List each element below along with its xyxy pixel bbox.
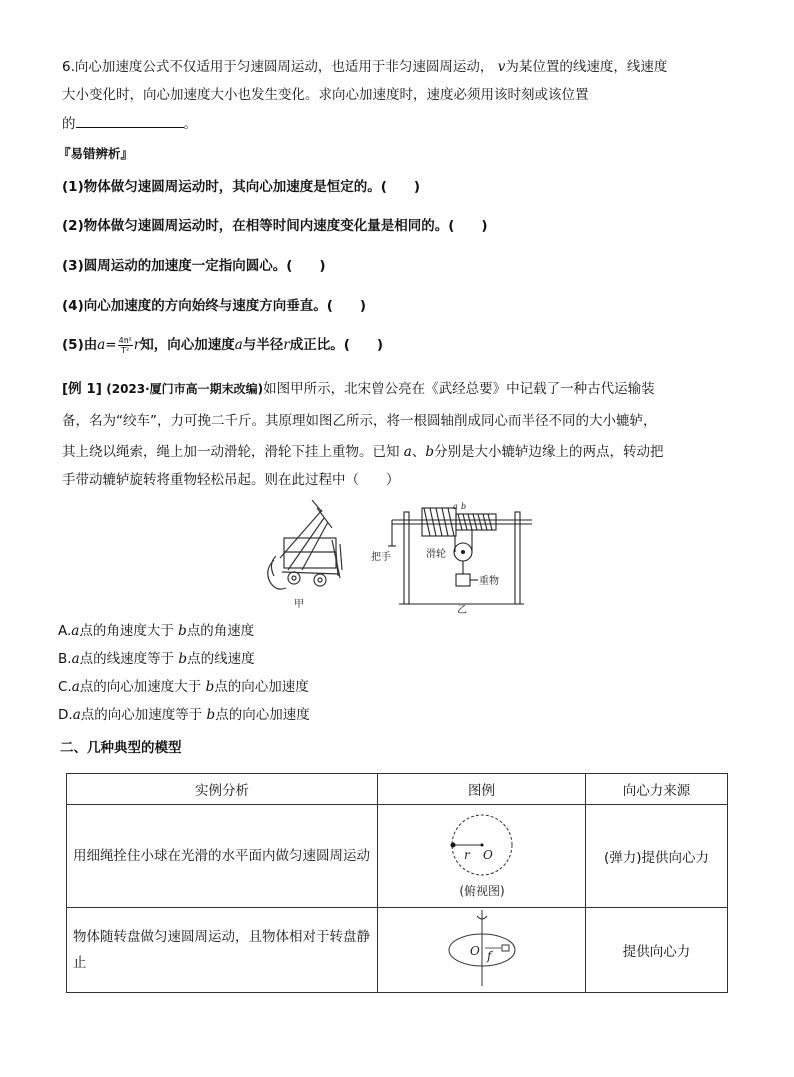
- block-object: [502, 945, 509, 951]
- label-handle: 把手: [371, 552, 391, 563]
- option-point-p: a: [71, 651, 80, 667]
- separator: 、: [411, 444, 426, 460]
- error-item-3: (3)圆周运动的加速度一定指向圆心。( ): [62, 258, 326, 274]
- point6-line1: [62, 57, 667, 77]
- section2-heading: 二、几种典型的模型: [60, 740, 182, 756]
- turntable-o-label: O: [469, 944, 480, 958]
- ball-dot: [450, 842, 455, 847]
- example-line1: [62, 379, 655, 399]
- point6-text: 6.向心加速度公式不仅适用于匀速圆周运动，也适用于非匀速圆周运动，: [62, 59, 494, 75]
- figure-label-jia: 甲: [294, 599, 304, 610]
- label-b: b: [461, 502, 467, 511]
- option-point-q: b: [205, 679, 215, 695]
- fraction-numerator: 4π²: [118, 335, 132, 345]
- ancient-winch-sketch: [268, 500, 342, 589]
- rope-ball-diagram: [437, 807, 527, 902]
- header-analysis: 实例分析: [67, 774, 378, 805]
- option-point-p: a: [72, 707, 81, 723]
- option-text-1: 点的向心加速度大于: [79, 679, 202, 695]
- error-item-4: (4)向心加速度的方向始终与速度方向垂直。( ): [62, 298, 367, 314]
- point-b-symbol: b: [425, 444, 435, 460]
- models-table: [66, 773, 728, 993]
- error-item-5: [62, 335, 383, 355]
- option-letter: C.: [58, 679, 72, 695]
- option-point-p: a: [71, 623, 80, 639]
- option-text-1: 点的角速度大于: [79, 623, 174, 639]
- option-point-q: b: [206, 707, 216, 723]
- point6-line3-end: 。: [183, 116, 197, 132]
- example-tag: [例 1]: [62, 381, 102, 397]
- winch-schematic: [388, 508, 532, 604]
- winch-figure: [262, 500, 537, 615]
- option-c[interactable]: [58, 677, 309, 697]
- row1-analysis: 用细绳拴住小球在光滑的水平面内做匀速圆周运动: [67, 805, 378, 908]
- example-line3: [62, 442, 664, 462]
- row1-source: (弹力)提供向心力: [586, 805, 728, 908]
- option-letter: B.: [58, 651, 72, 667]
- row2-figure: [378, 908, 586, 993]
- point-a-symbol: a: [403, 444, 412, 460]
- header-source: 向心力来源: [586, 774, 728, 805]
- center-dot: [480, 843, 483, 846]
- option-text-2: 点的线速度: [187, 651, 255, 667]
- point6-line3-text: 的: [62, 116, 76, 132]
- option-text-1: 点的线速度等于: [79, 651, 175, 667]
- example-text-3a: 其上绕以绳索，绳上加一动滑轮，滑轮下挂上重物。已知: [62, 444, 400, 460]
- item5-mid: 知，向心加速度: [140, 337, 235, 353]
- error-item-1: (1)物体做匀速圆周运动时，其向心加速度是恒定的。( ): [62, 179, 421, 195]
- row2-analysis: 物体随转盘做匀速圆周运动，且物体相对于转盘静止: [67, 908, 378, 993]
- example-text-1: 如图甲所示，北宋曾公亮在《武经总要》中记载了一种古代运输装: [263, 381, 655, 397]
- header-figure: 图例: [378, 774, 586, 805]
- option-d[interactable]: [58, 705, 310, 725]
- label-pulley: 滑轮: [426, 549, 446, 560]
- option-text-2: 点的向心加速度: [214, 679, 309, 695]
- option-point-q: b: [178, 651, 188, 667]
- radius-symbol: r: [133, 337, 141, 353]
- rope-r-label: r: [463, 847, 470, 862]
- turntable-diagram: [437, 908, 527, 988]
- option-point-p: a: [71, 679, 80, 695]
- point6-line2: 大小变化时，向心加速度大小也发生变化。求向心加速度时，速度必须用该时刻或该位置: [62, 87, 589, 103]
- top-view-caption: (俯视图): [458, 883, 505, 898]
- table-row: [67, 908, 728, 993]
- item5-suffix: 成正比。( ): [289, 337, 384, 353]
- error-item-2: (2)物体做匀速圆周运动时，在相等时间内速度变化量是相同的。( ): [62, 218, 488, 234]
- table-header-row: [67, 774, 728, 805]
- row2-source: 提供向心力: [586, 908, 728, 993]
- formula-fraction: [118, 336, 133, 355]
- point6-line3: [62, 113, 197, 134]
- example-line4: 手带动辘轳旋转将重物轻松吊起。则在此过程中（ ）: [62, 472, 400, 488]
- radius-symbol-2: r: [283, 337, 290, 353]
- fraction-denominator: T²: [121, 345, 130, 355]
- item5-prefix: (5)由: [62, 337, 98, 353]
- acc-symbol: a: [97, 337, 106, 353]
- item5-mid2: 与半径: [242, 337, 284, 353]
- option-text-1: 点的向心加速度等于: [80, 707, 203, 723]
- option-a[interactable]: [58, 621, 254, 641]
- table-row: [67, 805, 728, 908]
- example-line2: 备，名为“绞车”，力可挽二千斤。其原理如图乙所示，将一根圆轴削成同心而半径不同的大小辘轳，: [62, 413, 657, 429]
- example-text-3b: 分别是大小辘轳边缘上的两点，转动把: [434, 444, 664, 460]
- option-text-2: 点的向心加速度: [215, 707, 310, 723]
- option-b[interactable]: [58, 649, 255, 669]
- option-point-q: b: [178, 623, 187, 639]
- option-letter: A.: [58, 623, 72, 639]
- point6-text-cont: 为某位置的线速度，线速度: [505, 59, 668, 75]
- fill-blank[interactable]: [76, 113, 184, 128]
- option-letter: D.: [58, 707, 73, 723]
- label-a: a: [453, 502, 458, 511]
- rope-o-label: O: [482, 847, 493, 862]
- example-source: (2023·厦门市高一期末改编): [106, 382, 264, 396]
- figure-label-yi: 乙: [457, 605, 467, 615]
- velocity-symbol: v: [497, 59, 506, 75]
- error-analysis-heading: 『易错辨析』: [58, 146, 134, 161]
- option-text-2: 点的角速度: [186, 623, 255, 639]
- equals-sign: =: [105, 337, 117, 353]
- friction-f-label: f: [486, 949, 491, 963]
- row1-figure: [378, 805, 586, 908]
- label-weight: 重物: [479, 576, 499, 587]
- acc-symbol-2: a: [234, 337, 243, 353]
